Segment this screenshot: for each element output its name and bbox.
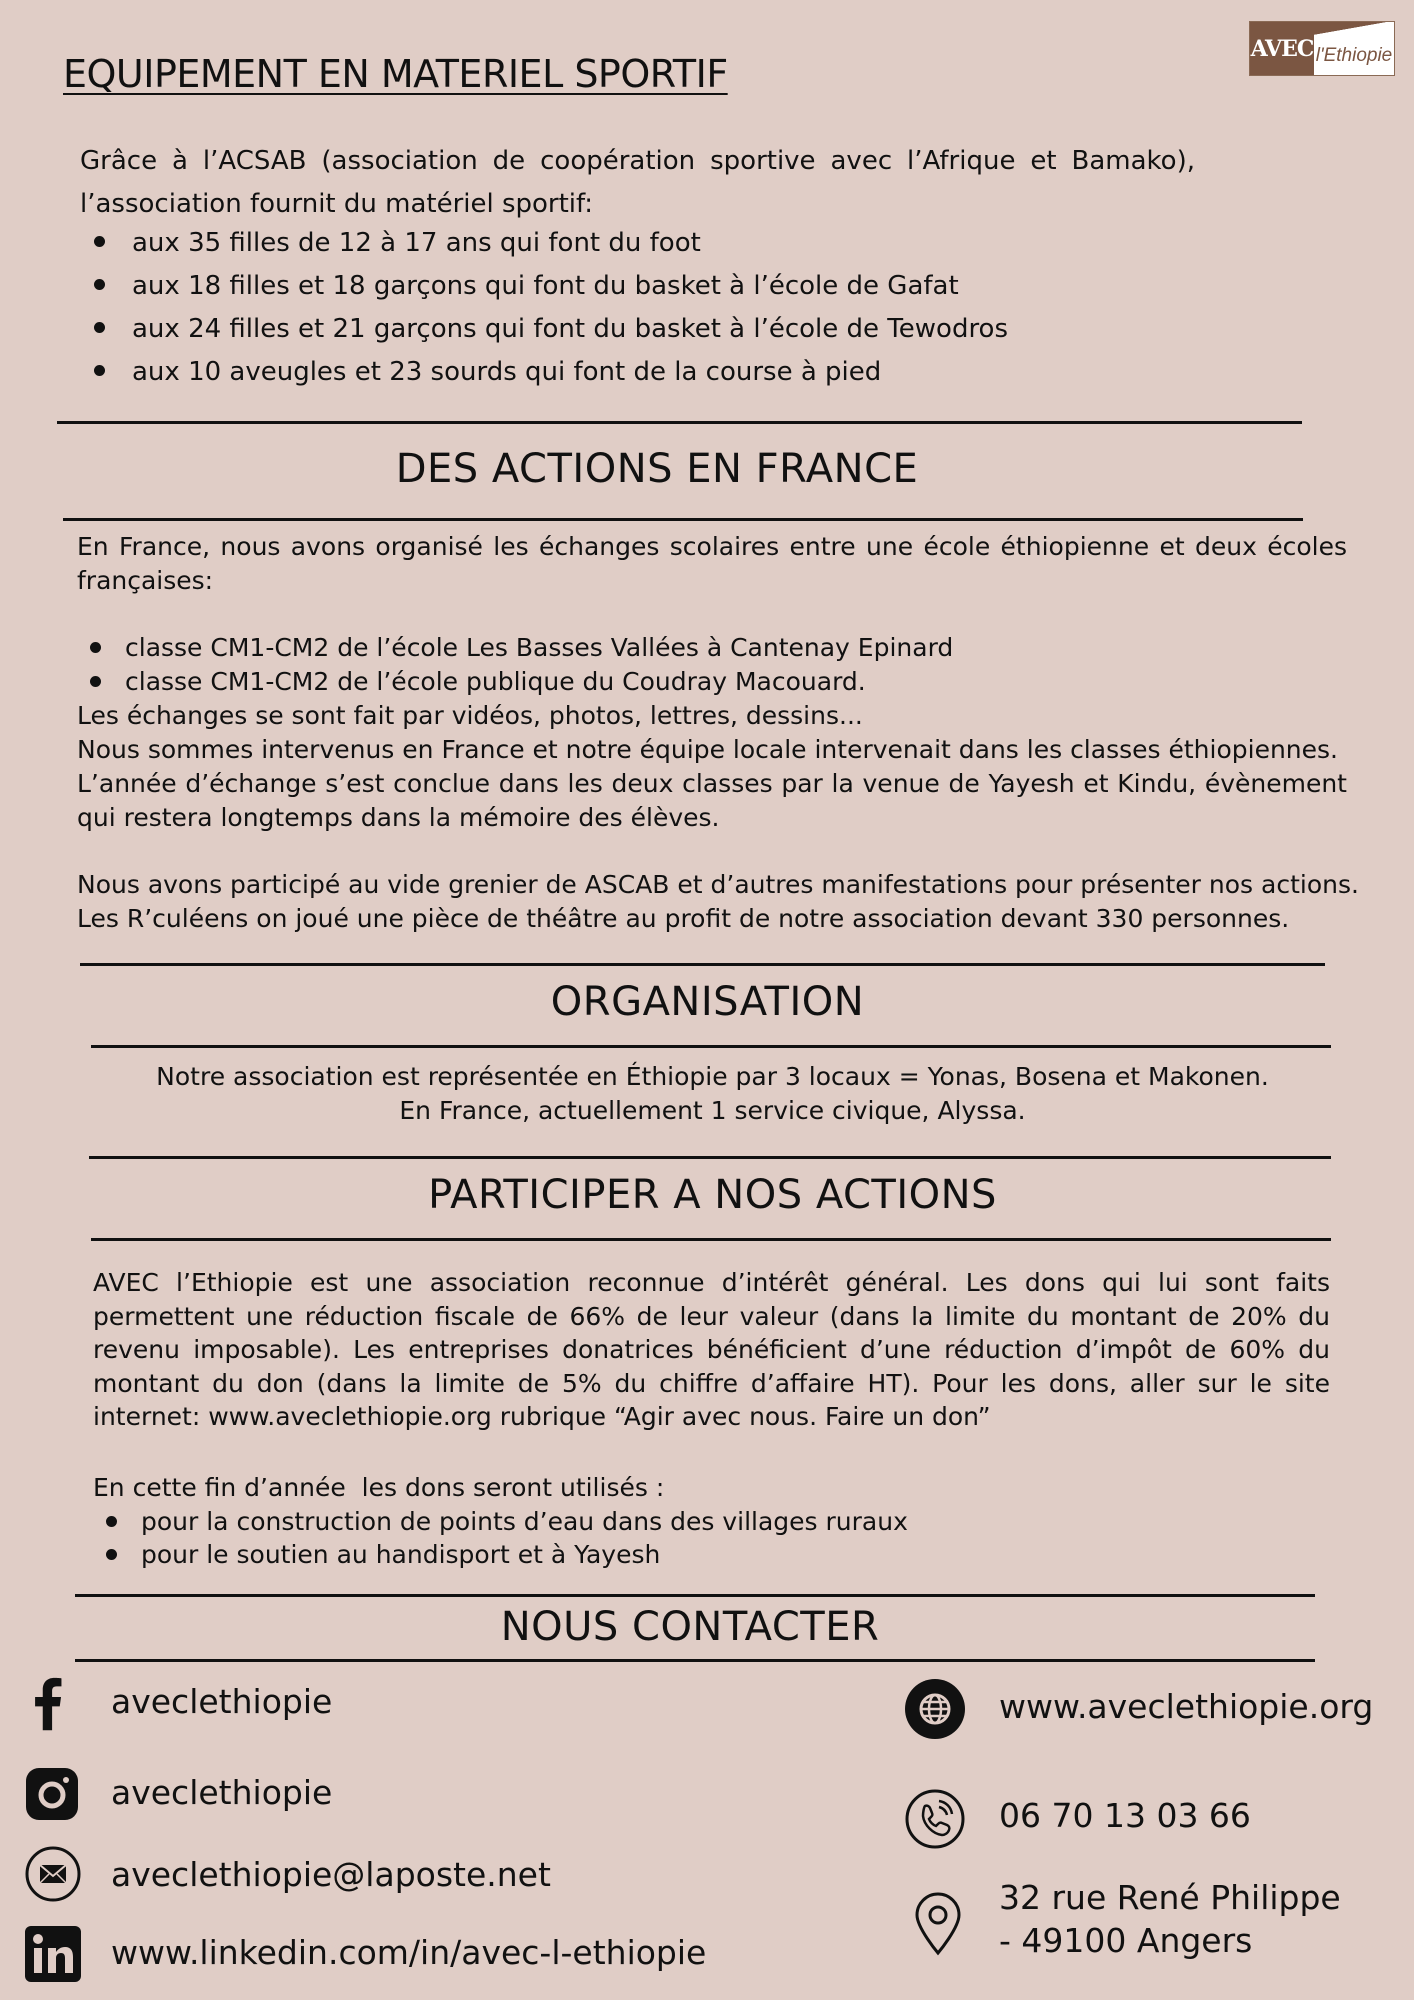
logo — [1249, 21, 1395, 76]
dons-list — [141, 1505, 1291, 1571]
france-line: Les échanges se sont fait par vidéos, photos, lettres, dessins... — [77, 701, 863, 730]
france-para2-line: Les R’culéens on joué une pièce de théâtre au profit de notre association devant 330 personnes. — [77, 904, 1290, 933]
france-line: L’année d’échange s’est conclue dans les deux classes par la venue de Yayesh et Kindu, évènement qui restera longtemps dans la mémoire des élèves. — [77, 769, 1347, 832]
phone-number[interactable]: 06 70 13 03 66 — [999, 1796, 1251, 1835]
divider — [75, 1659, 1315, 1662]
location-pin-icon — [913, 1892, 963, 1956]
france-line: Nous sommes intervenus en France et notre équipe locale intervenait dans les classes éthiopiennes. — [77, 735, 1338, 764]
list-item: pour le soutien au handisport et à Yayesh — [141, 1538, 1291, 1571]
list-item: classe CM1-CM2 de l’école publique du Coudray Macouard. — [125, 665, 1325, 699]
facebook-icon[interactable] — [30, 1672, 64, 1734]
divider — [91, 1238, 1331, 1241]
participer-title: PARTICIPER A NOS ACTIONS — [428, 1172, 997, 1218]
divider — [57, 421, 1302, 424]
instagram-icon[interactable] — [26, 1768, 78, 1820]
mail-icon[interactable] — [25, 1846, 81, 1902]
france-intro: En France, nous avons organisé les échanges scolaires entre une école éthiopienne et deux écoles françaises: — [77, 532, 1347, 595]
contact-title: NOUS CONTACTER — [500, 1604, 880, 1650]
france-list — [125, 631, 1325, 699]
equipement-list — [132, 222, 1232, 394]
logo-ethiopie: l'Ethiopie — [1314, 22, 1394, 75]
address-line: - 49100 Angers — [999, 1921, 1253, 1960]
list-item: aux 10 aveugles et 23 sourds qui font de la course à pied — [132, 351, 1232, 394]
france-para2-line: Nous avons participé au vide grenier de ASCAB et d’autres manifestations pour présenter nos actions. — [77, 870, 1359, 899]
participer-paragraph: AVEC l’Ethiopie est une association reconnue d’intérêt général. Les dons qui lui sont faits permettent une réduction fiscale de 66% de leur valeur (dans la limite du montant de 20% du revenu imposable). Les entreprises donatrices bénéficient d’une réduction d’impôt de 60% du montant du don (dans la limite de 5% du chiffre d’affaire HT). Pour les dons, aller sur le site internet: www.aveclethiopie.org rubrique “Agir avec nous. Faire un don” — [93, 1268, 1330, 1431]
address-line: 32 rue René Philippe — [999, 1878, 1341, 1917]
france-title: DES ACTIONS EN FRANCE — [395, 446, 919, 492]
globe-icon[interactable] — [905, 1679, 965, 1739]
logo-avec: AVEC — [1250, 22, 1314, 75]
equipement-title: EQUIPEMENT EN MATERIEL SPORTIF — [63, 52, 728, 96]
equipement-intro: Grâce à l’ACSAB (association de coopération sportive avec l’Afrique et Bamako), l’association fournit du matériel sportif: — [80, 146, 1195, 219]
instagram-handle[interactable]: aveclethiopie — [111, 1773, 333, 1812]
website-url[interactable]: www.aveclethiopie.org — [999, 1687, 1374, 1726]
divider — [63, 518, 1303, 521]
divider — [89, 1156, 1331, 1159]
divider — [80, 963, 1325, 966]
linkedin-url[interactable]: www.linkedin.com/in/avec-l-ethiopie — [111, 1933, 707, 1972]
list-item: aux 18 filles et 18 garçons qui font du basket à l’école de Gafat — [132, 265, 1232, 308]
dons-intro: En cette fin d’année les dons seront utilisés : — [93, 1473, 665, 1502]
organisation-line: En France, actuellement 1 service civique, Alyssa. — [399, 1096, 1026, 1125]
facebook-handle[interactable]: aveclethiopie — [111, 1682, 333, 1721]
phone-icon[interactable] — [905, 1789, 965, 1849]
list-item: aux 35 filles de 12 à 17 ans qui font du foot — [132, 222, 1232, 265]
divider — [75, 1594, 1315, 1597]
organisation-title: ORGANISATION — [550, 979, 865, 1025]
divider — [91, 1045, 1331, 1048]
list-item: classe CM1-CM2 de l’école Les Basses Vallées à Cantenay Epinard — [125, 631, 1325, 665]
organisation-line: Notre association est représentée en Éthiopie par 3 locaux = Yonas, Bosena et Makonen. — [156, 1062, 1269, 1091]
linkedin-icon[interactable] — [25, 1926, 81, 1982]
list-item: aux 24 filles et 21 garçons qui font du basket à l’école de Tewodros — [132, 308, 1232, 351]
email-address[interactable]: aveclethiopie@laposte.net — [111, 1855, 551, 1894]
list-item: pour la construction de points d’eau dans des villages ruraux — [141, 1505, 1291, 1538]
